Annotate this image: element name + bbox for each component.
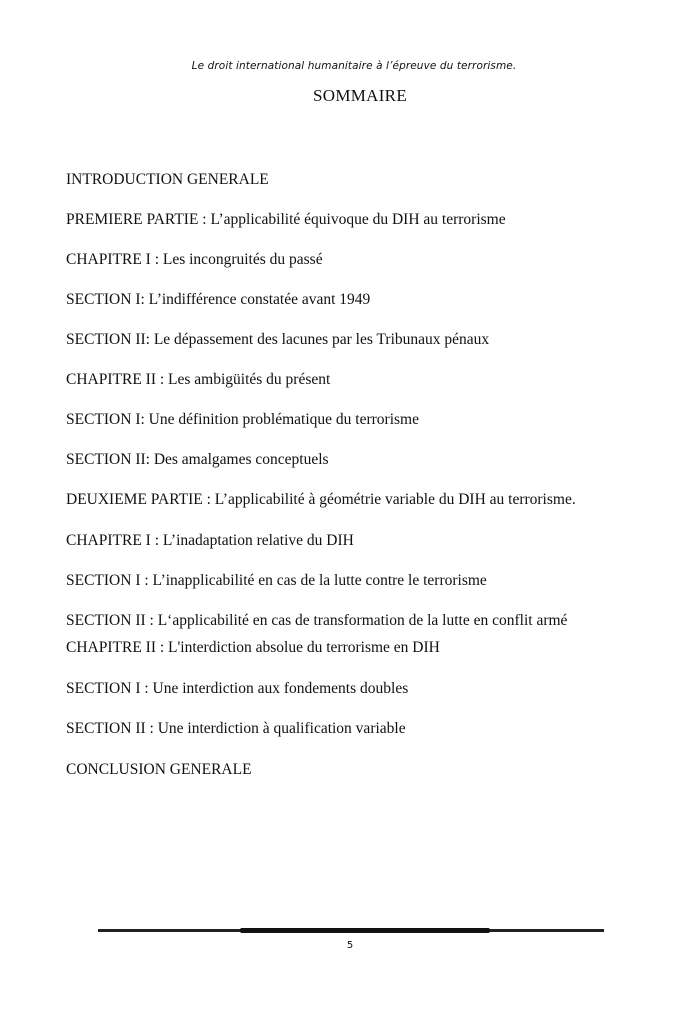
toc-conclusion: CONCLUSION GENERALE [66,761,252,778]
toc-part-1: PREMIERE PARTIE : L’applicabilité équivoque du DIH au terrorisme [66,211,506,228]
toc-part-2-chapter-1-section-1: SECTION I : L’inapplicabilité en cas de la lutte contre le terrorisme [66,572,487,589]
toc-part-1-chapter-2-section-2: SECTION II: Des amalgames conceptuels [66,451,329,468]
toc-introduction: INTRODUCTION GENERALE [66,171,269,188]
toc-part-1-chapter-2-section-1: SECTION I: Une définition problématique du terrorisme [66,411,419,428]
running-header [0,60,700,72]
toc-part-1-chapter-1-section-2: SECTION II: Le dépassement des lacunes par les Tribunaux pénaux [66,331,490,348]
toc-part-1-chapter-1: CHAPITRE I : Les incongruités du passé [66,251,323,268]
running-header-title: Le droit international humanitaire à l’épreuve du terrorisme [191,60,513,72]
toc-part-1-chapter-1-section-1: SECTION I: L’indifférence constatée avant 1949 [66,291,371,308]
toc-part-1-chapter-2: CHAPITRE II : Les ambigüités du présent [66,371,331,388]
footer-rule-accent [240,928,490,933]
running-header-period: . [512,60,517,72]
toc-part-2: DEUXIEME PARTIE : L’applicabilité à géométrie variable du DIH au terrorisme. [66,491,576,508]
toc-part-2-chapter-2: CHAPITRE II : L'interdiction absolue du terrorisme en DIH [66,639,440,656]
toc-part-2-chapter-1: CHAPITRE I : L’inadaptation relative du DIH [66,532,354,549]
toc-part-2-chapter-1-section-2: SECTION II : L‘applicabilité en cas de transformation de la lutte en conflit armé [66,612,568,629]
toc-part-2-chapter-2-section-2: SECTION II : Une interdiction à qualification variable [66,720,406,737]
page-title: SOMMAIRE [312,86,408,105]
toc-part-2-chapter-2-section-1: SECTION I : Une interdiction aux fondements doubles [66,680,409,697]
page-number: 5 [346,940,354,951]
